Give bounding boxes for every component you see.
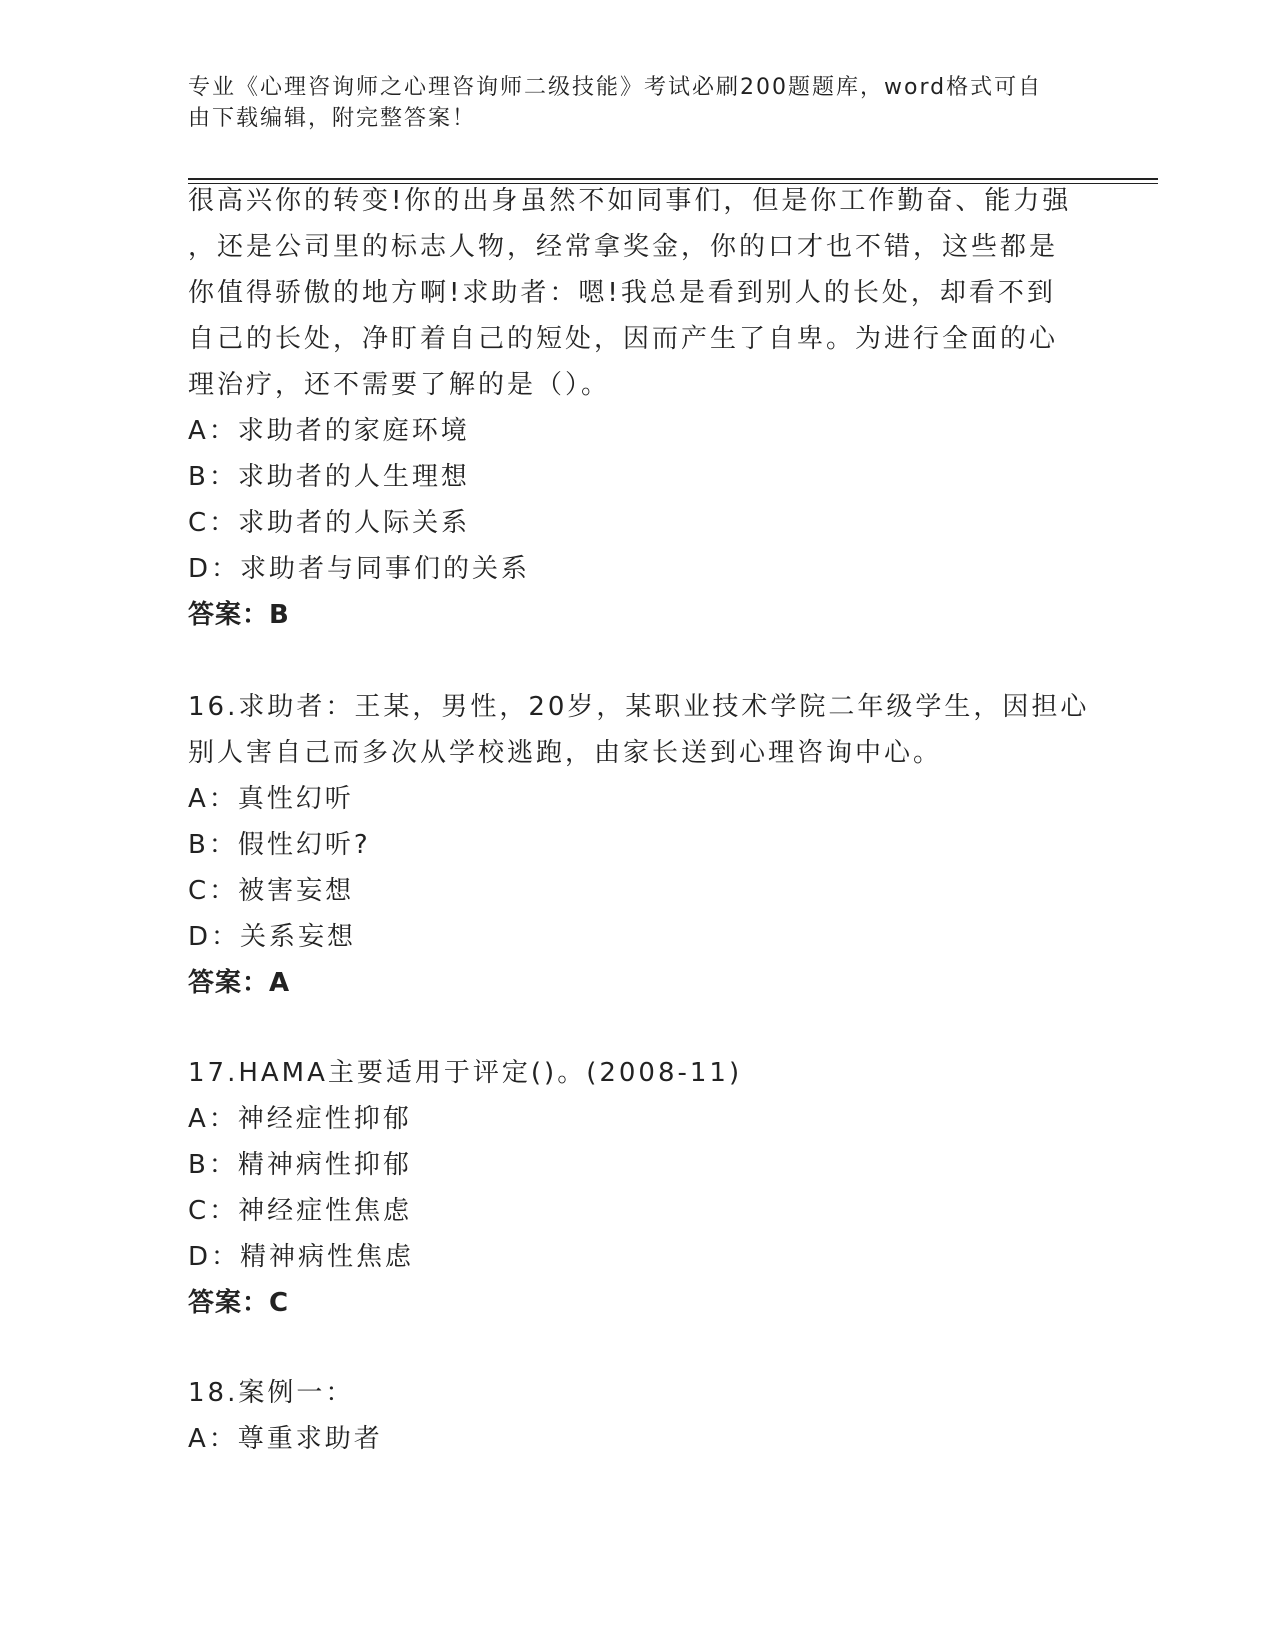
question-stem-line: 理治疗，还不需要了解的是（）。 [188,370,611,400]
document-header [188,72,1068,134]
question-17 [188,1050,742,1326]
option-a: A：求助者的家庭环境 [188,416,470,446]
option-a: A：真性幻听 [188,784,354,814]
option-d: D：求助者与同事们的关系 [188,554,531,584]
option-c: C：求助者的人际关系 [188,508,471,538]
header-line-2: 由下载编辑，附完整答案！ [188,106,477,131]
option-c: C：被害妄想 [188,876,355,906]
option-a: A：尊重求助者 [188,1424,383,1454]
option-b: B：假性幻听? [188,830,371,860]
question-stem-line: 别人害自己而多次从学校逃跑，由家长送到心理咨询中心。 [188,738,943,768]
question-stem-line: 自己的长处，净盯着自己的短处，因而产生了自卑。为进行全面的心 [188,324,1059,354]
question-stem-line: 你值得骄傲的地方啊!求助者：嗯!我总是看到别人的长处，却看不到 [188,278,1056,308]
answer-label: 答案：B [188,600,290,630]
option-d: D：精神病性焦虑 [188,1242,415,1272]
option-d: D：关系妄想 [188,922,357,952]
option-c: C：神经症性焦虑 [188,1196,413,1226]
option-b: B：精神病性抑郁 [188,1150,412,1180]
question-stem-line: 18.案例一： [188,1378,355,1408]
option-b: B：求助者的人生理想 [188,462,470,492]
question-16 [188,684,1089,1006]
answer-label: 答案：C [188,1288,290,1318]
question-15 [188,178,1071,638]
header-line-1: 专业《心理咨询师之心理咨询师二级技能》考试必刷200题题库，word格式可自 [188,75,1043,100]
option-a: A：神经症性抑郁 [188,1104,412,1134]
question-stem-line: 很高兴你的转变!你的出身虽然不如同事们，但是你工作勤奋、能力强 [188,186,1072,216]
question-stem-line: 16.求助者：王某，男性，20岁，某职业技术学院二年级学生，因担心 [188,692,1090,722]
question-18 [188,1370,383,1462]
answer-label: 答案：A [188,968,291,998]
question-stem-line: ，还是公司里的标志人物，经常拿奖金，你的口才也不错，这些都是 [188,232,1059,262]
question-stem-line: 17.HAMA主要适用于评定()。(2008-11) [188,1058,743,1088]
